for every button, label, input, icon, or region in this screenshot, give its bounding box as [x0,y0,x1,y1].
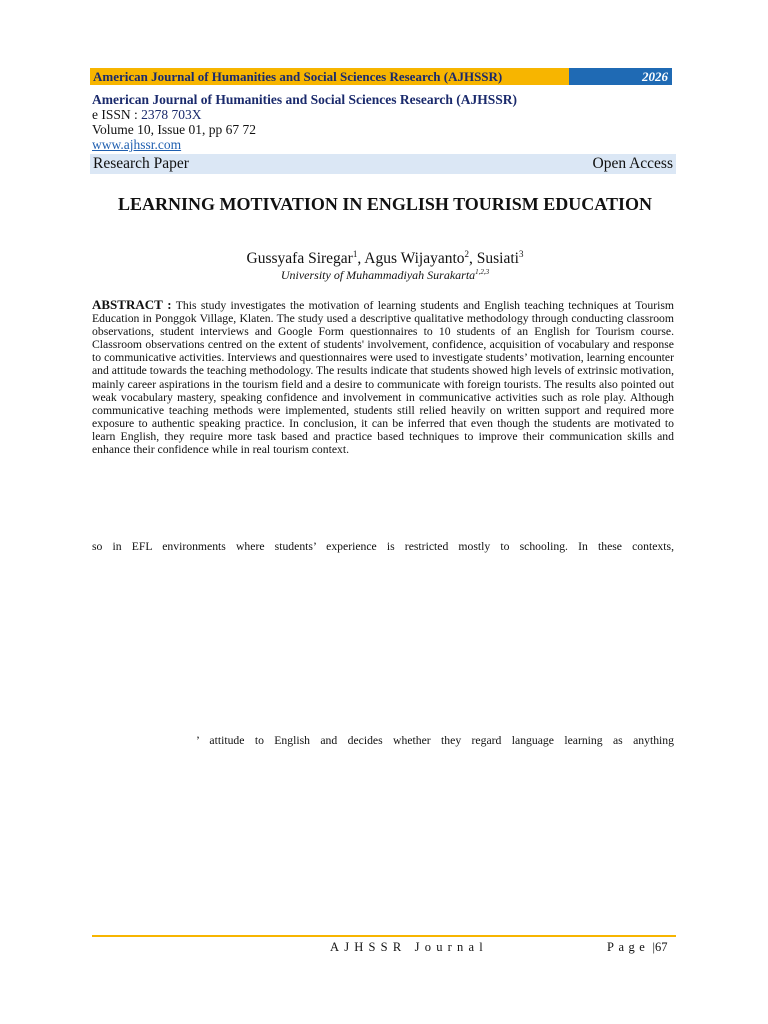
journal-header-band [90,68,672,85]
abstract-text: This study investigates the motivation of learning students and English teaching techniques at Tourism Education in Ponggok Village, Klaten. The study used a descriptive qualitative methodology through conducting classroom observations, student interviews and Google Form questionnaires to 10 students of an English for Tourism course. Classroom observations centred on the extent of students' involvement, confidence, acquisition of vocabulary and response to communicative activities. Interviews and questionnaires were used to investigate students’ motivation, learning encounter and attitude towards the teaching methodology. The results indicate that students showed high levels of extrinsic motivation, mainly career aspirations in the tourism field and a desire to communicate with foreign tourists. The results also pointed out weak vocabulary mastery, speaking confidence and involvement in communicative activities such as role play. Although communicative teaching methods were implemented, students still relied heavily on written support and required more exposure to authentic speaking practice. In conclusion, it can be inferred that even though the students are motivated to learn English, they require more task based and practice based techniques to improve their communication skills and enhance their confidence while in real tourism context. [92,299,674,457]
issn-line [92,107,672,122]
author-name: Gussyafa Siregar [246,250,353,268]
paper-type-bar [90,154,676,174]
footer-journal: AJHSSR Journal [330,940,488,954]
issn-label: e ISSN : [92,107,142,122]
body-text-fragment: ’ attitude to English and decides whether they regard language learning as anything [196,734,674,747]
affiliation-name: University of Muhammadiyah Surakarta [280,268,476,282]
article-title: LEARNING MOTIVATION IN ENGLISH TOURISM EDUCATION [118,194,652,214]
volume-issue: Volume 10, Issue 01, pp 67 72 [92,122,256,137]
abstract [92,298,674,456]
affiliation [92,268,678,283]
footer-divider [92,935,676,937]
affiliation-sup: 1,2,3 [475,268,490,276]
journal-title: American Journal of Humanities and Social Sciences Research (AJHSSR) [92,92,517,107]
abstract-label: ABSTRACT : [92,297,172,312]
author-name: Susiati [476,250,519,268]
author-list: Gussyafa Siregar$^1$, Agus Wijayanto$^2$, Susiati$^3$ [246,249,524,268]
author-name: Agus Wijayanto [364,250,465,268]
author-sup: 1 [352,249,358,259]
issn-value: 2378 703X [141,107,202,122]
journal-band-year: 2026 [569,68,672,85]
masthead [92,92,672,152]
paper-type: Research Paper [93,155,189,172]
body-text-fragment: so in EFL environments where students’ experience is restricted mostly to schooling. In these contexts, [92,540,674,553]
access-type: Open Access [592,155,673,172]
author-sup: 2 [464,249,470,259]
page-number: |67 [652,940,668,954]
page-label: Page [607,940,650,954]
author-sup: 3 [518,249,524,259]
footer-page [607,940,667,955]
journal-band-title: American Journal of Humanities and Social Sciences Research (AJHSSR) [90,68,569,85]
website-link[interactable]: www.ajhssr.com [92,137,182,152]
